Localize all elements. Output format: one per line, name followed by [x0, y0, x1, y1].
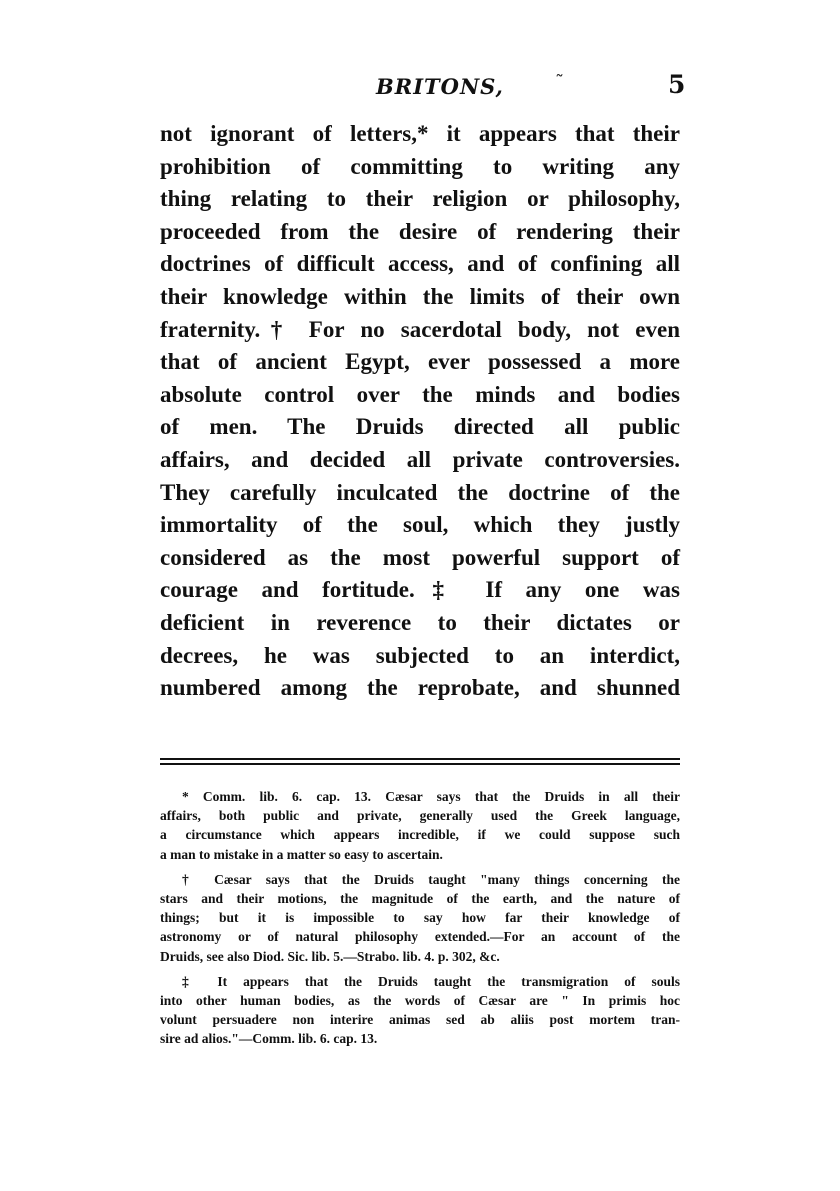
body-line: considered as the most powerful support of — [160, 544, 680, 570]
footnote-fortitude — [160, 972, 680, 1049]
body-line: deficient in reverence to their dictates or — [160, 609, 680, 635]
footnote-line: † Cæsar says that the Druids taught "many things concerning the — [182, 871, 680, 887]
footnote-line: a man to mistake in a matter so easy to ascertain. — [160, 846, 443, 862]
footnote-line: a circumstance which appears incredible, if we could suppose such — [160, 827, 680, 843]
body-line: proceeded from the desire of rendering their — [160, 218, 680, 244]
body-line: prohibition of committing to writing any — [160, 153, 680, 179]
printer-mark: ˜ — [555, 72, 564, 93]
body-line: not ignorant of letters,* it appears that their — [160, 121, 680, 146]
body-line: numbered among the reprobate, and shunned — [160, 675, 680, 701]
footnote-line: affairs, both public and private, generally used the Greek language, — [160, 808, 680, 824]
running-head — [0, 70, 840, 108]
body-line: absolute control over the minds and bodies — [160, 381, 680, 407]
footnote-line: Druids, see also Diod. Sic. lib. 5.—Strabo. lib. 4. p. 302, &c. — [160, 948, 500, 964]
body-line: that of ancient Egypt, ever possessed a more — [160, 349, 680, 375]
footnote-line: astronomy or of natural philosophy extended.—For an account of the — [160, 929, 680, 945]
footnote-line: volunt persuadere non interire animas sed ab aliis post mortem tran- — [160, 1012, 680, 1028]
body-line: decrees, he was subjected to an interdict, — [160, 642, 680, 668]
footnote-line: things; but it is impossible to say how far their knowledge of — [160, 910, 680, 926]
footnote-fraternity — [160, 870, 680, 966]
body-line: fraternity.† For no sacerdotal body, not even — [160, 316, 680, 342]
body-line: courage and fortitude.‡ If any one was — [160, 577, 680, 603]
body-line: their knowledge within the limits of their own — [160, 283, 680, 309]
body-line: doctrines of difficult access, and of confining all — [160, 251, 680, 277]
footnote-line: sire ad alios."—Comm. lib. 6. cap. 13. — [160, 1031, 378, 1047]
body-text — [160, 118, 680, 705]
footnote-divider — [160, 758, 680, 760]
body-line: affairs, and decided all private controversies. — [160, 446, 680, 472]
footnote-divider-lower — [160, 763, 680, 765]
footnote-letters — [160, 787, 680, 864]
footnote-line: into other human bodies, as the words of Cæsar are " In primis hoc — [160, 992, 680, 1008]
footnote-line: * Comm. lib. 6. cap. 13. Cæsar says that the Druids in all their — [182, 789, 680, 804]
footnotes — [160, 787, 680, 1054]
running-title: BRITONS, — [376, 74, 504, 99]
footnote-line: stars and their motions, the magnitude of the earth, and the nature of — [160, 890, 680, 906]
footnote-line: ‡ It appears that the Druids taught the transmigration of souls — [182, 973, 680, 989]
body-line: immortality of the soul, which they justly — [160, 512, 680, 538]
body-line: thing relating to their religion or philosophy, — [160, 186, 680, 212]
page-number: 5 — [668, 70, 686, 99]
body-line: They carefully inculcated the doctrine of the — [160, 479, 680, 505]
body-line: of men. The Druids directed all public — [160, 414, 680, 440]
